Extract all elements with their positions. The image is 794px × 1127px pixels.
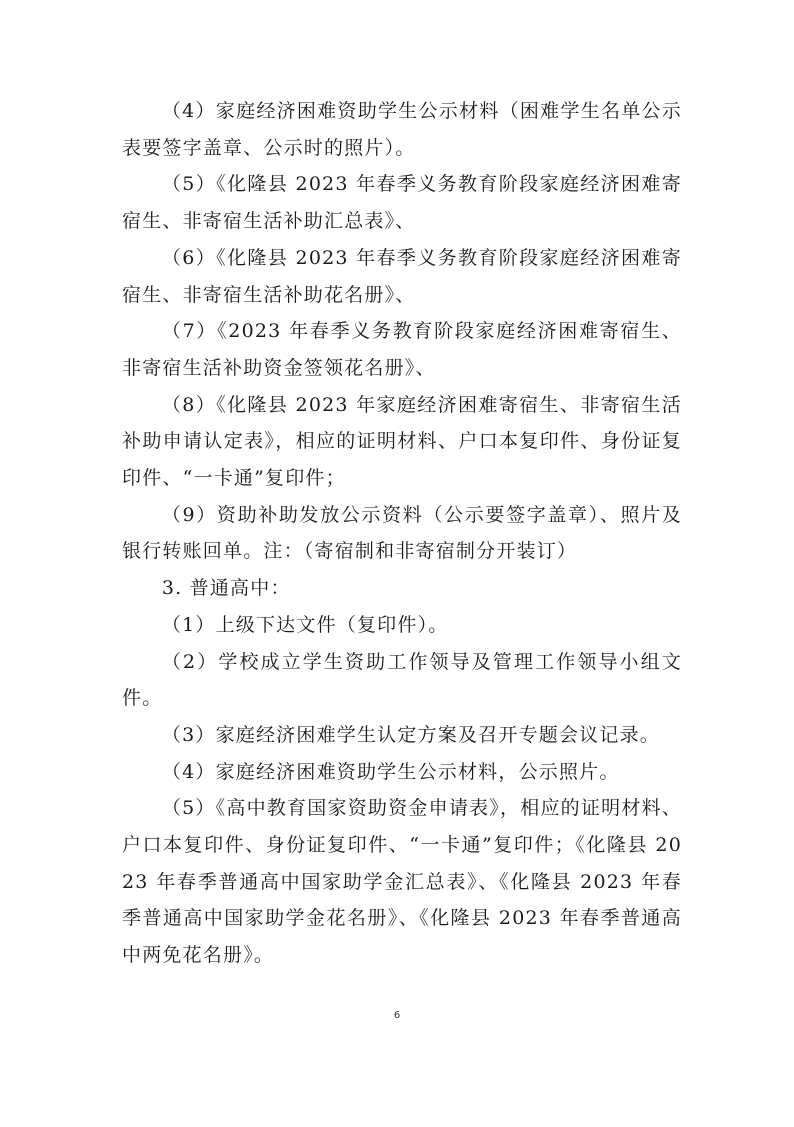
document-body — [122, 93, 682, 974]
paragraph-item-6-roster: （6）《化隆县 2023 年春季义务教育阶段家庭经济困难寄宿生、非寄宿生活补助花名册》、 — [122, 246, 682, 306]
paragraph-hs-item-2: （2）学校成立学生资助工作领导及管理工作领导小组文件。 — [122, 650, 682, 710]
paragraph-item-7-signature-roster: （7）《2023 年春季义务教育阶段家庭经济困难寄宿生、非寄宿生活补助资金签领花名册》、 — [122, 320, 682, 379]
paragraph-hs-item-4: （4）家庭经济困难资助学生公示材料，公示照片。 — [161, 760, 620, 783]
paragraph-hs-item-5: （5）《高中教育国家资助资金申请表》，相应的证明材料、户口本复印件、身份证复印件、“一卡通”复印件；《化隆县 2023 年春季普通高中国家助学金汇总表》、《化隆县 2023 年春季普通高中国家助学金花名册》、《化隆县 2023 年春季普通高中两免花名册》。 — [122, 797, 682, 967]
paragraph-item-9-payment-publicity: （9）资助补助发放公示资料（公示要签字盖章）、照片及银行转账回单。注：（寄宿制和非寄宿制分开装订） — [122, 503, 682, 563]
section-heading-high-school: 3. 普通高中： — [161, 577, 291, 600]
paragraph-item-8-application-form: （8）《化隆县 2023 年家庭经济困难寄宿生、非寄宿生活补助申请认定表》，相应的证明材料、户口本复印件、身份证复印件、“一卡通”复印件； — [122, 393, 682, 490]
page-number: 6 — [393, 1010, 401, 1021]
paragraph-hs-item-1: （1）上级下达文件（复印件）。 — [161, 613, 449, 636]
paragraph-item-4-publicity-materials: （4）家庭经济困难资助学生公示材料（困难学生名单公示表要签字盖章、公示时的照片）。 — [122, 100, 682, 159]
paragraph-item-5-summary-table: （5）《化隆县 2023 年春季义务教育阶段家庭经济困难寄宿生、非寄宿生活补助汇总表》、 — [122, 173, 682, 233]
paragraph-hs-item-3: （3）家庭经济困难学生认定方案及召开专题会议记录。 — [161, 723, 660, 746]
